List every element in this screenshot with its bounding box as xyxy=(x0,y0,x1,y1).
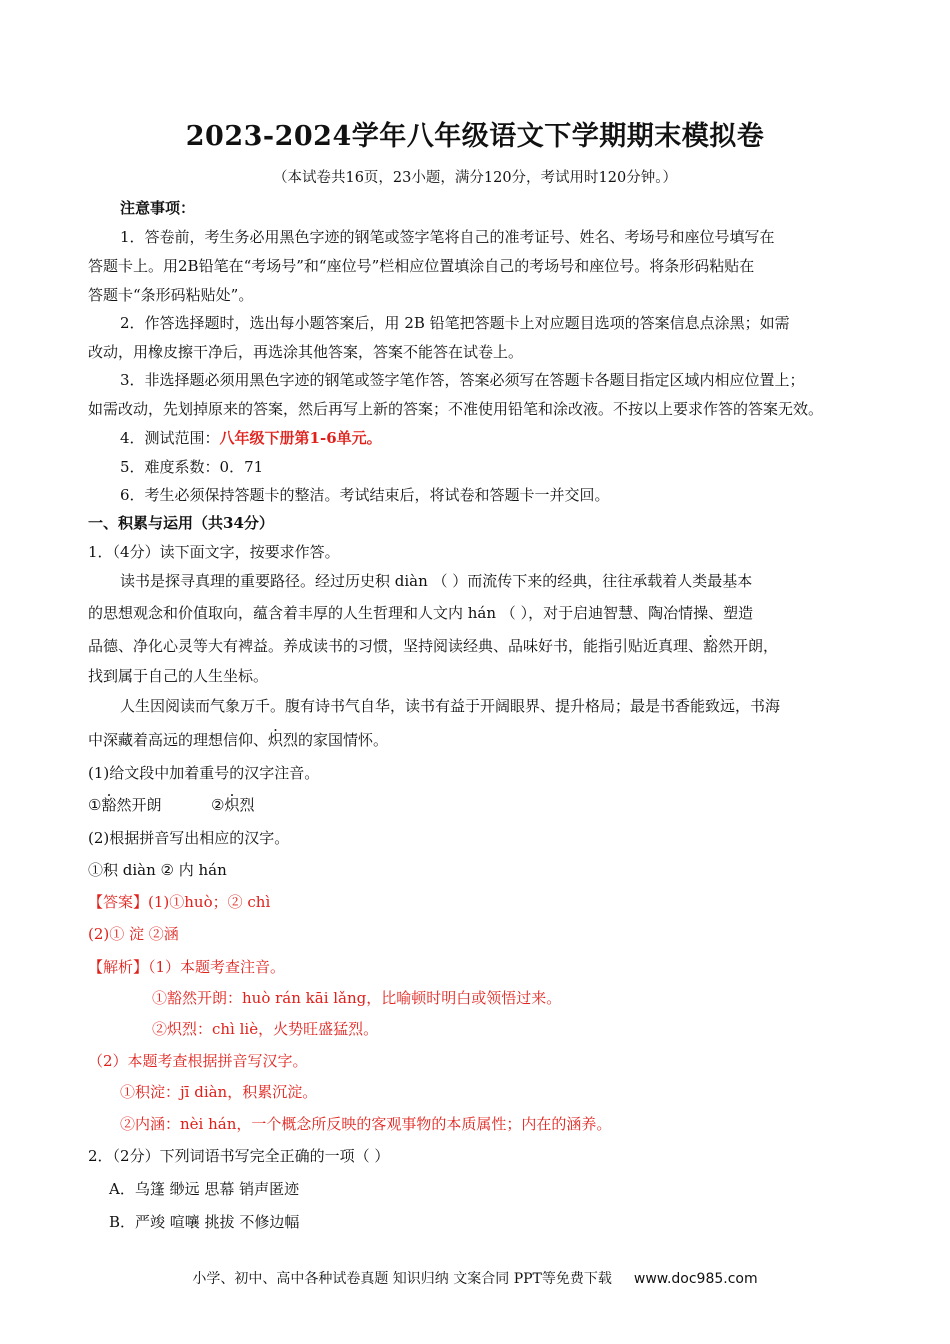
sub-question-1-items: ①豁然开朗 ②炽烈 xyxy=(88,796,255,814)
answer-label: 【答案】 xyxy=(88,893,149,911)
analysis-line-6: ②内涵：nèi hán，一个概念所反映的客观事物的本质属性；内在的涵养。 xyxy=(120,1115,612,1133)
option-a: A．乌篷 缈远 思幕 销声匿迹 xyxy=(109,1180,300,1198)
sub-question-2: (2)根据拼音写出相应的汉字。 xyxy=(88,829,290,847)
emphasis-char: 炽 xyxy=(224,796,240,814)
analysis-line-3: ②炽烈：chì liè，火势旺盛猛烈。 xyxy=(152,1020,379,1038)
analysis-label: 【解析】 xyxy=(88,958,149,976)
notice-item-2-line-2: 改动，用橡皮擦干净后，再选涂其他答案，答案不能答在试卷上。 xyxy=(88,343,524,361)
notice-item-4-label: 4．测试范围： xyxy=(120,429,220,447)
page-title: 2023-2024学年八年级语文下学期期末模拟卷 xyxy=(185,121,765,152)
section-heading: 一、积累与运用（共34分） xyxy=(88,514,274,532)
notice-item-2-line-1: 2．作答选择题时，选出每小题答案后，用 2B 铅笔把答题卡上对应题目选项的答案信息点涂黑；如需 xyxy=(120,314,790,332)
analysis-line-4: （2）本题考查根据拼音写汉字。 xyxy=(88,1052,308,1070)
answer-line-2: (2)① 淀 ②涵 xyxy=(88,925,179,943)
test-scope: 八年级下册第1-6单元。 xyxy=(219,429,382,447)
analysis-line-1: 【解析】（1）本题考查注音。 xyxy=(88,958,286,976)
question-2-stem: 2．（2分）下列词语书写完全正确的一项（ ） xyxy=(88,1147,390,1165)
option-b: B．严竣 喧嚷 挑拔 不修边幅 xyxy=(109,1213,300,1231)
notice-item-1-line-3: 答题卡“条形码粘贴处”。 xyxy=(88,286,254,304)
analysis-line-5: ①积淀：jī diàn，积累沉淀。 xyxy=(120,1083,318,1101)
footer-text: 小学、初中、高中各种试卷真题 知识归纳 文案合同 PPT等免费下载 xyxy=(192,1271,612,1287)
passage-line: 人生因阅读而气象万千。腹有诗书气自华，读书有益于开阔眼界、提升格局；最是书香能致远，书海 xyxy=(120,697,781,715)
notice-item-3-line-2: 如需改动，先划掉原来的答案，然后再写上新的答案；不准使用铅笔和涂改液。不按以上要求作答的答案无效。 xyxy=(88,400,824,418)
notice-item-6: 6．考生必须保持答题卡的整洁。考试结束后，将试卷和答题卡一并交回。 xyxy=(120,486,610,504)
notice-item-3-line-1: 3．非选择题必须用黑色字迹的钢笔或签字笔作答，答案必须写在答题卡各题目指定区域内相应位置上； xyxy=(120,371,805,389)
answer-line-1: 【答案】(1)①huò；② chì xyxy=(88,893,271,911)
notice-item-5: 5．难度系数：0．71 xyxy=(120,458,264,476)
notice-item-1-line-2: 答题卡上。用2B铅笔在“考场号”和“座位号”栏相应位置填涂自己的考场号和座位号。将条形码粘贴在 xyxy=(88,257,755,275)
sub-question-2-items: ①积 diàn ② 内 hán xyxy=(88,861,227,879)
emphasis-char: 豁 xyxy=(703,637,719,655)
exam-info: （本试卷共16页，23小题，满分120分，考试用时120分钟。） xyxy=(272,170,677,186)
page-footer xyxy=(0,1268,950,1288)
question-1-stem: 1．（4分）读下面文字，按要求作答。 xyxy=(88,543,340,561)
footer-site: www.doc985.com xyxy=(633,1271,758,1287)
notice-item-1-line-1: 1．答卷前，考生务必用黑色字迹的钢笔或签字笔将自己的准考证号、姓名、考场号和座位号填写在 xyxy=(120,228,775,246)
sub-question-1: (1)给文段中加着重号的汉字注音。 xyxy=(88,764,320,782)
emphasis-char: 炽 xyxy=(268,731,284,749)
notice-item-4 xyxy=(120,428,382,448)
passage-line: 品德、净化心灵等大有裨益。养成读书的习惯，坚持阅读经典、品味好书，能指引贴近真理、豁然开朗， xyxy=(88,637,779,655)
passage-line: 中深藏着高远的理想信仰、炽烈的家国情怀。 xyxy=(88,731,389,749)
passage-line: 找到属于自己的人生坐标。 xyxy=(88,667,269,685)
notice-heading: 注意事项： xyxy=(120,199,196,217)
emphasis-char: 豁 xyxy=(101,796,117,814)
analysis-line-2: ①豁然开朗：huò rán kāi lǎng，比喻顿时明白或领悟过来。 xyxy=(152,989,562,1007)
passage-line: 读书是探寻真理的重要路径。经过历史积 diàn （ ）而流传下来的经典，往往承载着人类最基本 xyxy=(120,572,753,590)
passage-line: 的思想观念和价值取向，蕴含着丰厚的人生哲理和人文内 hán （ ），对于启迪智慧、陶冶情操、塑造 xyxy=(88,604,754,622)
